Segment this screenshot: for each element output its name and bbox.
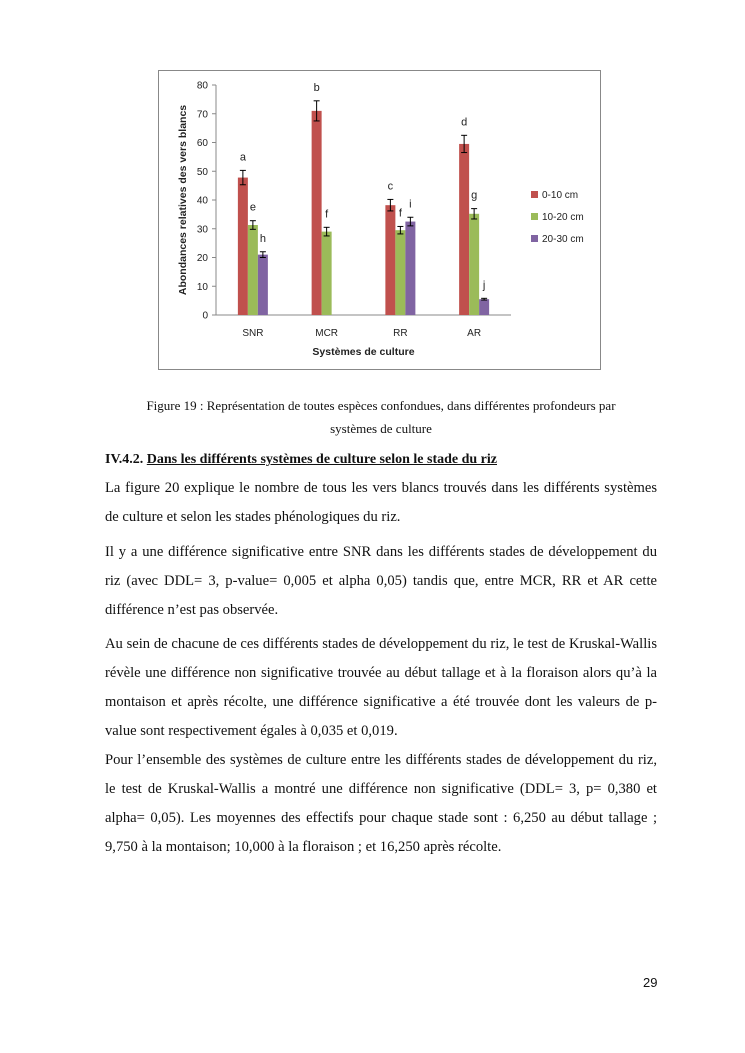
significance-label: h (259, 232, 266, 245)
significance-label: f (325, 208, 329, 221)
bar-RR-10-20 cm (395, 230, 405, 315)
y-tick-label: 80 (196, 80, 208, 92)
y-tick-label: 10 (196, 281, 208, 293)
x-axis-title: Systèmes de culture (312, 346, 415, 358)
y-tick-label: 20 (196, 253, 208, 264)
bar-MCR-10-20 cm (322, 232, 332, 315)
bar-AR-10-20 cm (469, 214, 479, 315)
x-tick-label-RR: RR (393, 328, 408, 339)
bar-RR-0-10 cm (385, 205, 395, 315)
x-tick-label-AR: AR (467, 328, 482, 339)
figure-19-chart (158, 70, 601, 370)
significance-label: b (313, 81, 320, 94)
paragraph-4: Pour l’ensemble des systèmes de culture entre les différents stades de développement du riz, le test de Kruskal-Wallis a montré une différence non significative (DDL= 3, p= 0,380 et alpha= 0,05). Les moyennes des effectifs pour chaque stade sont : 6,250 au début tallage ; 9,750 à la montaison; 10,000 à la floraison ; et 16,250 après récolte. (105, 752, 657, 855)
bar-AR-20-30 cm (479, 299, 489, 315)
bar-AR-0-10 cm (459, 144, 469, 315)
section-heading (105, 452, 497, 468)
y-tick-label: 40 (196, 195, 208, 207)
significance-label: i (409, 198, 412, 211)
significance-label: d (461, 116, 468, 129)
bar-RR-20-30 cm (405, 222, 415, 315)
legend-label: 20-30 cm (542, 234, 584, 245)
page-number: 29 (643, 975, 658, 990)
y-tick-label: 0 (202, 310, 208, 322)
legend-swatch-10-20 cm (531, 213, 538, 220)
y-tick-label: 30 (196, 224, 208, 236)
bar-SNR-20-30 cm (258, 255, 268, 315)
x-tick-label-SNR: SNR (242, 328, 264, 339)
significance-label: f (398, 207, 402, 220)
legend-swatch-0-10 cm (531, 191, 538, 198)
paragraph-2: Il y a une différence significative entre SNR dans les différents stades de développement du riz (avec DDL= 3, p-value= 0,005 et alpha 0,05) tandis que, entre MCR, RR et AR cette différence n’est pas observée. (105, 544, 657, 618)
y-tick-label: 50 (196, 166, 208, 178)
y-tick-label: 70 (196, 109, 208, 121)
paragraph-1: La figure 20 explique le nombre de tous les vers blancs trouvés dans les différents systèmes de culture et selon les stades phénologiques du riz. (105, 480, 657, 525)
significance-label: c (387, 180, 394, 193)
x-tick-label-MCR: MCR (315, 328, 339, 339)
bar-SNR-0-10 cm (238, 178, 248, 315)
legend-label: 0-10 cm (542, 190, 579, 201)
section-title: Dans les différents systèmes de culture selon le stade du riz (146, 452, 497, 467)
legend-label: 10-20 cm (542, 212, 584, 223)
figure-caption-line1: Figure 19 : Représentation de toutes espèces confondues, dans différentes profondeurs par (146, 398, 616, 413)
significance-label: e (249, 201, 256, 214)
figure-caption-line2: systèmes de culture (330, 421, 432, 436)
significance-label: a (239, 151, 246, 164)
y-axis-title: Abondances relatives des vers blancs (177, 104, 189, 296)
y-tick-label: 60 (196, 138, 208, 149)
significance-label: g (471, 189, 478, 202)
paragraph-3: Au sein de chacune de ces différents stades de développement du riz, le test de Kruskal-Wallis révèle une différence non significative trouvée au début tallage et à la floraison alors qu’à la montaison et après récolte, une différence significative a été trouvée dont les valeurs de p-value sont respectivement égales à 0,035 et 0,019. (105, 636, 657, 739)
bar-SNR-10-20 cm (248, 225, 258, 315)
section-number: IV.4.2. (105, 452, 144, 467)
bar-MCR-0-10 cm (312, 111, 322, 315)
significance-label: j (482, 279, 486, 292)
legend-swatch-20-30 cm (531, 235, 538, 242)
bar-chart-svg (159, 71, 602, 371)
